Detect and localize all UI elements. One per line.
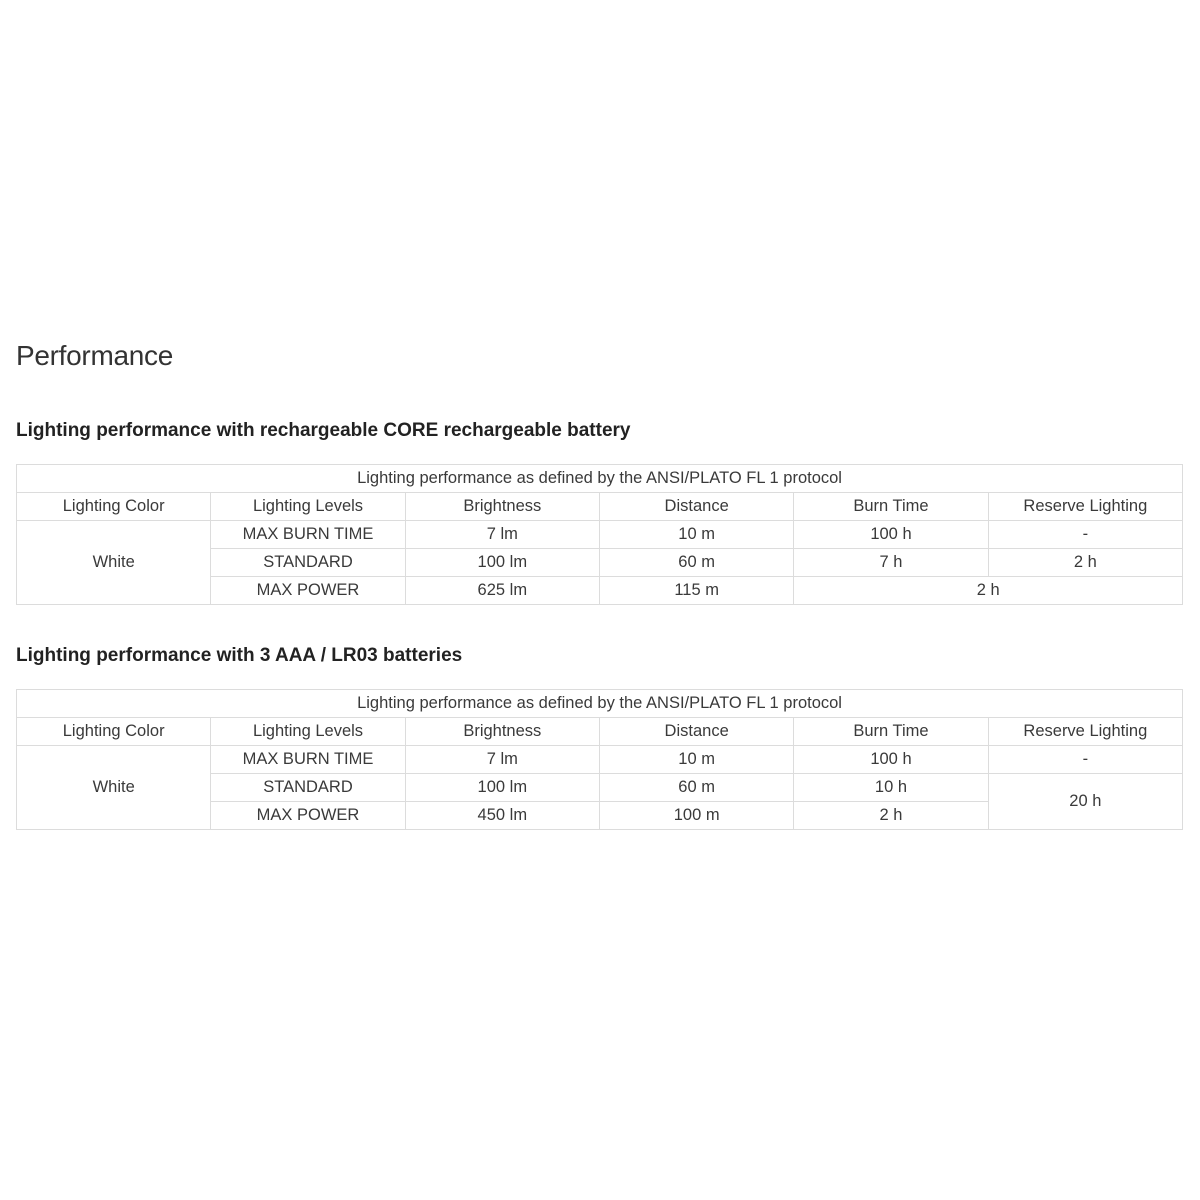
cell-brightness: 100 lm [405,549,599,577]
performance-table-aaa-batteries [16,689,1183,830]
header-distance: Distance [599,718,793,746]
cell-distance: 115 m [599,577,793,605]
cell-burn-time-and-reserve: 2 h [794,577,1183,605]
table-caption-row [17,465,1183,493]
table-header-row [17,493,1183,521]
cell-level: MAX POWER [211,802,405,830]
cell-burn-time: 100 h [794,746,988,774]
table-caption: Lighting performance as defined by the ANSI/PLATO FL 1 protocol [17,690,1183,718]
header-lighting-levels: Lighting Levels [211,718,405,746]
header-lighting-levels: Lighting Levels [211,493,405,521]
table-header-row [17,718,1183,746]
cell-distance: 10 m [599,521,793,549]
cell-distance: 60 m [599,549,793,577]
cell-level: MAX POWER [211,577,405,605]
cell-reserve: - [988,521,1182,549]
cell-lighting-color: White [17,521,211,605]
header-reserve-lighting: Reserve Lighting [988,718,1182,746]
header-distance: Distance [599,493,793,521]
section-title-aaa-batteries: Lighting performance with 3 AAA / LR03 batteries [16,645,463,666]
header-lighting-color: Lighting Color [17,718,211,746]
cell-level: STANDARD [211,549,405,577]
cell-reserve: 2 h [988,549,1182,577]
header-brightness: Brightness [405,718,599,746]
cell-brightness: 7 lm [405,746,599,774]
cell-reserve-shared: 20 h [988,774,1182,830]
cell-burn-time: 7 h [794,549,988,577]
cell-brightness: 450 lm [405,802,599,830]
cell-reserve: - [988,746,1182,774]
cell-burn-time: 100 h [794,521,988,549]
cell-level: MAX BURN TIME [211,746,405,774]
header-burn-time: Burn Time [794,493,988,521]
table-caption-row [17,690,1183,718]
cell-burn-time: 2 h [794,802,988,830]
cell-distance: 100 m [599,802,793,830]
cell-level: STANDARD [211,774,405,802]
header-brightness: Brightness [405,493,599,521]
cell-distance: 60 m [599,774,793,802]
cell-distance: 10 m [599,746,793,774]
section-title-core-battery: Lighting performance with rechargeable CORE rechargeable battery [16,420,631,441]
header-burn-time: Burn Time [794,718,988,746]
cell-level: MAX BURN TIME [211,521,405,549]
header-reserve-lighting: Reserve Lighting [988,493,1182,521]
table-row [17,521,1183,549]
header-lighting-color: Lighting Color [17,493,211,521]
cell-brightness: 100 lm [405,774,599,802]
cell-brightness: 7 lm [405,521,599,549]
table-row [17,746,1183,774]
page-title: Performance [16,340,173,371]
cell-burn-time: 10 h [794,774,988,802]
performance-table-core-battery [16,464,1183,605]
cell-brightness: 625 lm [405,577,599,605]
cell-lighting-color: White [17,746,211,830]
table-caption: Lighting performance as defined by the ANSI/PLATO FL 1 protocol [17,465,1183,493]
